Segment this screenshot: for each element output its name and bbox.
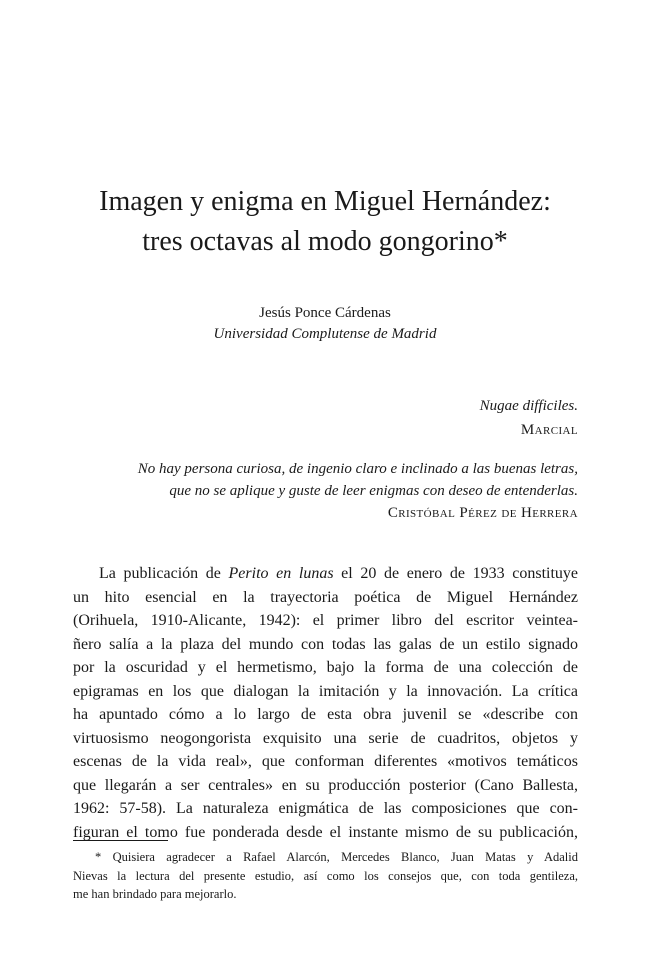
body-line: escenas de la vida real», que conforman diferentes «motivos temáticos [73, 753, 578, 770]
body-line: por la oscuridad y el hermetismo, bajo la forma de una colección de [73, 659, 578, 676]
footnote-line-3: me han brindado para mejorarlo. [73, 887, 237, 901]
author-block [40, 303, 610, 345]
epigraph-2 [138, 458, 578, 524]
author-name: Jesús Ponce Cárdenas [259, 305, 391, 321]
footnote-line-2: Nievas la lectura del presente estudio, así como los consejos que, con toda gentileza, [73, 868, 578, 883]
title-line-2: tres octavas al modo gongorino* [142, 226, 508, 257]
epigraph-1-attribution: Marcial [520, 422, 578, 438]
body-line [73, 562, 578, 586]
epigraph-1 [480, 394, 578, 442]
epigraph-2-line-1: No hay persona curiosa, de ingenio claro e inclinado a las buenas letras, [137, 461, 578, 477]
body-line-1-pre: La publicación de [99, 565, 229, 582]
body-line: figuran el tomo fue ponderada desde el instante mismo de su publicación, [73, 823, 578, 841]
body-line: ñero salía a la plaza del mundo con todas las galas de un estilo signado [73, 635, 578, 653]
epigraph-2-attribution: Cristóbal Pérez de Herrera [387, 505, 578, 521]
body-line: virtuosismo neogongorista exquisito una serie de cuadritos, objetos y [73, 729, 578, 747]
book-title-italic: Perito en lunas [228, 565, 334, 582]
epigraph-2-line-2: que no se aplique y guste de leer enigmas con deseo de entenderlas. [169, 483, 578, 499]
body-line: que llegarán a ser centrales» en su producción posterior (Cano Ballesta, [73, 776, 578, 794]
body-line: (Orihuela, 1910-Alicante, 1942): el primer libro del escritor veintea- [73, 612, 578, 629]
epigraph-1-quote: Nugae difficiles. [479, 398, 578, 414]
body-line: ha apuntado cómo a lo largo de esta obra juvenil se «describe con [73, 706, 578, 723]
article-title [40, 182, 610, 262]
title-line-1: Imagen y enigma en Miguel Hernández: [99, 186, 551, 217]
footnote-line-1: * Quisiera agradecer a Rafael Alarcón, Mercedes Blanco, Juan Matas y Adalid [95, 850, 578, 864]
body-line: 1962: 57-58). La naturaleza enigmática de las composiciones que con- [73, 800, 578, 817]
body-paragraph [73, 562, 578, 844]
body-line-1-post: el 20 de enero de 1933 constituye [333, 565, 578, 582]
body-line: epigramas en los que dialogan la imitación y la innovación. La crítica [73, 682, 578, 700]
author-affiliation: Universidad Complutense de Madrid [213, 326, 437, 342]
footnote [73, 848, 578, 904]
footnote-separator [73, 840, 168, 841]
body-line: un hito esencial en la trayectoria poética de Miguel Hernández [73, 588, 578, 606]
